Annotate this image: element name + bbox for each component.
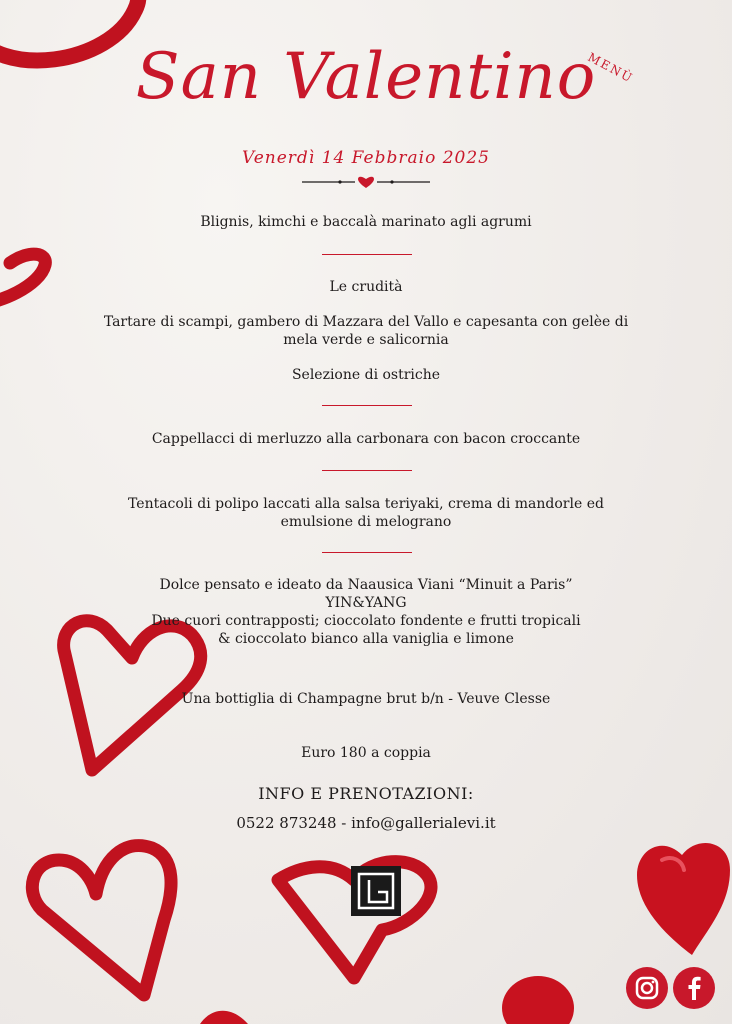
heart-solid-bottom-icon	[498, 968, 578, 1024]
divider-4	[322, 552, 412, 553]
heart-solid-right-icon	[632, 830, 732, 960]
raw-course-line-2: mela verde e salicornia	[283, 332, 449, 348]
instagram-icon[interactable]	[626, 967, 668, 1009]
course-pasta: Cappellacci di merluzzo alla carbonara con bacon croccante	[151, 431, 581, 447]
dessert-line-2: YIN&YANG	[325, 595, 407, 611]
course-main-line-1: Tentacoli di polipo laccati alla salsa teriyaki, crema di mandorle ed	[128, 496, 604, 512]
dessert-line-3: Due cuori contrapposti; cioccolato fondente e frutti tropicali	[151, 613, 581, 629]
facebook-icon[interactable]	[673, 967, 715, 1009]
divider-3	[322, 470, 412, 471]
wine: Una bottiglia di Champagne brut b/n - Veuve Clesse	[181, 691, 551, 707]
divider-2	[322, 405, 412, 406]
info-title: INFO E PRENOTAZIONI:	[258, 784, 474, 803]
divider-1	[322, 254, 412, 255]
event-date: Venerdì 14 Febbraio 2025	[242, 148, 490, 168]
raw-course-line-1: Tartare di scampi, gambero di Mazzara del Vallo e capesanta con gelèe di	[103, 314, 629, 330]
dessert-line-1: Dolce pensato e ideato da Naausica Viani “Minuit a Paris”	[159, 577, 573, 593]
heart-solid-bottom-left-icon	[200, 1004, 250, 1024]
section-raw-heading: Le crudità	[329, 279, 403, 295]
price: Euro 180 a coppia	[301, 745, 431, 761]
dessert-line-4: & cioccolato bianco alla vaniglia e limone	[218, 631, 514, 647]
course-starter: Blignis, kimchi e baccalà marinato agli agrumi	[200, 214, 532, 230]
contact-info[interactable]: 0522 873248 - info@gallerialevi.it	[236, 814, 496, 832]
ornament-divider-icon	[300, 174, 432, 190]
raw-oysters: Selezione di ostriche	[291, 367, 441, 383]
gallerialevi-logo-icon	[351, 866, 401, 916]
page-title: San Valentino	[135, 40, 597, 114]
menu-tag: MENÙ	[585, 50, 636, 86]
heart-outline-bottom-left-icon	[24, 830, 184, 1015]
course-main-line-2: emulsione di melograno	[280, 514, 452, 530]
